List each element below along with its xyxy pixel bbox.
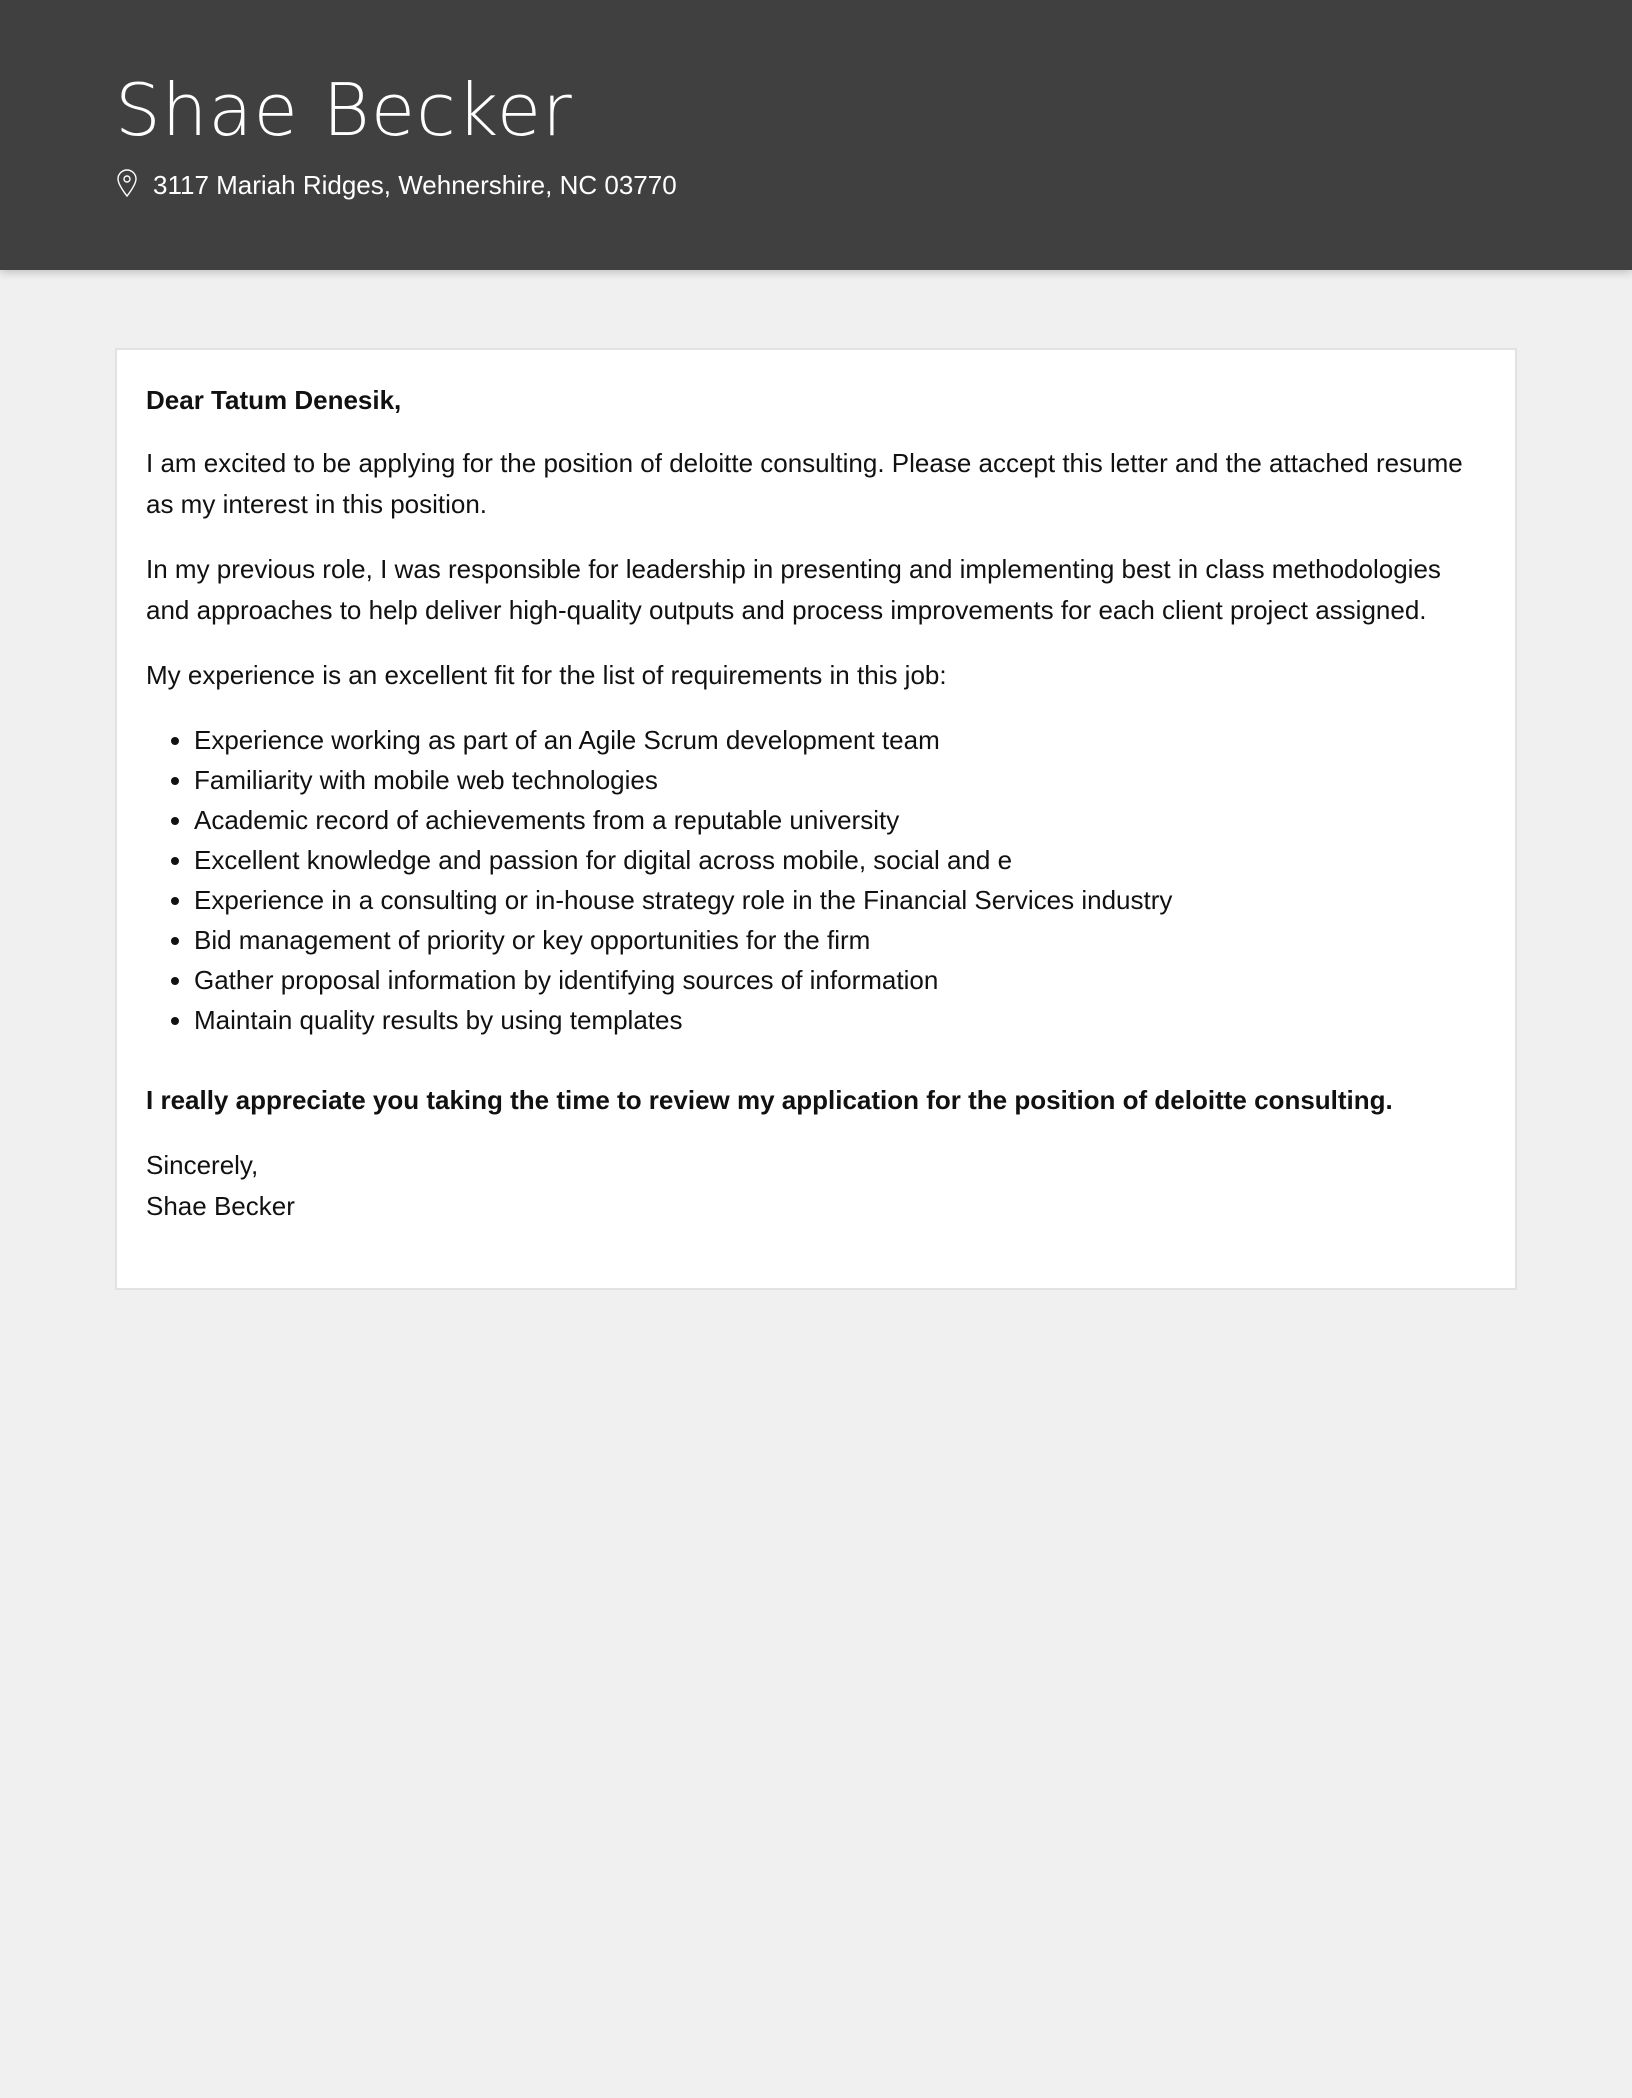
- list-item: • Gather proposal information by identifying sources of information: [194, 960, 1487, 1000]
- letter-signature: Shae Becker: [146, 1191, 295, 1221]
- applicant-name: Shae Becker: [115, 68, 573, 152]
- letter-paragraph-experience: In my previous role, I was responsible for leadership in presenting and implementing best in class methodologies and approaches to help deliver high-quality outputs and process improvements for each client project assigned.: [146, 554, 1441, 625]
- list-item: • Familiarity with mobile web technologies: [194, 760, 1487, 800]
- letter-paragraph-intro: I am excited to be applying for the position of deloitte consulting. Please accept this letter and the attached resume as my interest in this position.: [146, 448, 1463, 519]
- list-item: • Maintain quality results by using templates: [194, 1000, 1487, 1040]
- requirements-list: [146, 720, 1487, 1040]
- letter-paragraph-requirements-intro: My experience is an excellent fit for the list of requirements in this job:: [146, 660, 947, 690]
- list-item: • Bid management of priority or key opportunities for the firm: [194, 920, 1487, 960]
- page-header: [0, 0, 1632, 270]
- list-item: • Excellent knowledge and passion for digital across mobile, social and e: [194, 840, 1487, 880]
- letter-closing: I really appreciate you taking the time to review my application for the position of deloitte consulting.: [146, 1085, 1393, 1115]
- list-item: • Experience in a consulting or in-house strategy role in the Financial Services industry: [194, 880, 1487, 920]
- list-item: • Academic record of achievements from a reputable university: [194, 800, 1487, 840]
- map-pin-icon: [115, 168, 153, 202]
- cover-letter-card: [115, 348, 1517, 1290]
- letter-greeting: Dear Tatum Denesik,: [146, 385, 402, 415]
- list-item: • Experience working as part of an Agile Scrum development team: [194, 720, 1487, 760]
- applicant-address: 3117 Mariah Ridges, Wehnershire, NC 03770: [153, 169, 677, 200]
- letter-signoff: Sincerely,: [146, 1150, 259, 1180]
- address-row: [115, 168, 1632, 202]
